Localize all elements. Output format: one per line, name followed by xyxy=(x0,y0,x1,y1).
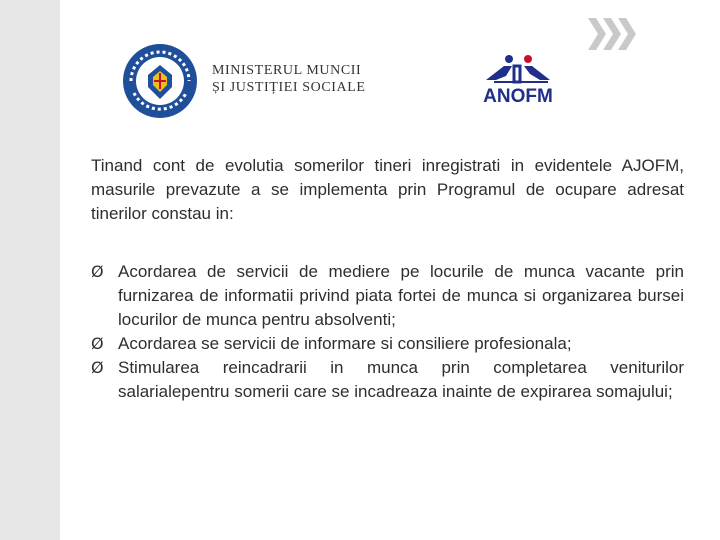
list-item xyxy=(91,356,684,404)
ministry-name-line2: ȘI JUSTIȚIEI SOCIALE xyxy=(212,80,366,95)
list-item-text: Acordarea se servicii de informare si consiliere profesionala; xyxy=(118,334,572,353)
intro-paragraph: Tinand cont de evolutia somerilor tineri inregistrati in evidentele AJOFM, masurile prevazute a se implementa prin Programul de ocupare adresat tinerilor constau in: xyxy=(91,156,684,223)
ministry-logo xyxy=(118,41,366,121)
anofm-logo xyxy=(466,52,570,104)
arrow-bullet-icon: Ø xyxy=(91,262,104,281)
anofm-wordmark: ANOFM xyxy=(483,86,553,104)
list-item-text: Stimularea reincadrarii in munca prin completarea veniturilor salarialepentru somerii care se incadreaza inainte de expirarea somajului; xyxy=(118,358,684,401)
arrow-bullet-icon: Ø xyxy=(91,334,104,353)
arrow-bullet-icon: Ø xyxy=(91,358,104,377)
anofm-people-icon xyxy=(486,55,550,82)
ministry-name xyxy=(212,62,366,96)
list-item xyxy=(91,260,684,332)
left-side-bar xyxy=(0,0,60,540)
ministry-name-line1: MINISTERUL MUNCII xyxy=(212,63,362,78)
list-item-text: Acordarea de servicii de mediere pe locurile de munca vacante prin furnizarea de informatii privind piata fortei de munca si organizarea bursei locurilor de munca pentru absolventi; xyxy=(118,262,684,329)
list-item xyxy=(91,332,684,356)
measures-list xyxy=(91,260,684,404)
government-seal-icon xyxy=(118,41,208,121)
triple-chevron-right-icon xyxy=(586,14,642,54)
